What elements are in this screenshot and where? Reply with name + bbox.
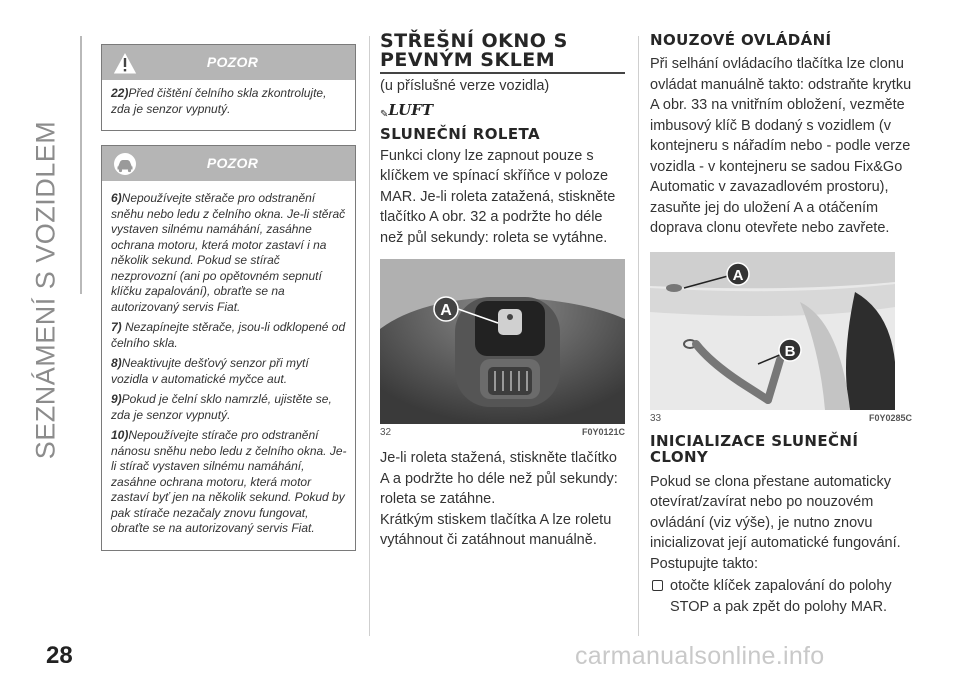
version-note: (u příslušné verze vozidla) — [380, 78, 550, 94]
warning-title: POZOR — [206, 155, 259, 171]
warning-item-number: 9) — [111, 392, 122, 406]
warning-item-text: Před čištění čelního skla zkontrolujte, zda je senzor vypnutý. — [111, 86, 327, 116]
warning-item-text: Nepoužívejte stírače pro odstranění nánosu sněhu nebo ledu z čelního okna. Je-li stírač vystaven silnému namáhání, zasáhne ochrana motoru, která motor zastaví byť jen na několik sekund. Pokud by pak stírače nezačaly znovu fungovat, obraťte se na autorizovaný servis Fiat. — [111, 428, 347, 535]
figure-code: F0Y0285C — [868, 412, 912, 423]
luft-logo — [380, 101, 625, 123]
warning-body — [102, 181, 355, 550]
label-a: A — [440, 302, 452, 319]
heading-rule — [380, 72, 625, 74]
bullet-item — [650, 576, 912, 617]
figure-number: 32 — [380, 427, 392, 438]
right-column — [650, 32, 912, 617]
paragraph: Při selhání ovládacího tlačítka lze clonu ovládat manuálně takto: odstraňte krytku A obr. 33 na vnitřním obložení, vezměte imbusový klíč B dodaný s vozidlem (v kontejneru s nářadím nebo - podle verze vozidla - v kontejneru se sadou Fix&Go Automatic v zavazadlovém prostoru), zasuňte jej do uložení A a otáčením doprava clonu otevřete nebo zavřete. — [650, 56, 912, 236]
emergency-control-illustration — [650, 252, 895, 410]
subsection-heading — [650, 433, 912, 465]
figure-caption — [650, 413, 912, 424]
label-a: A — [732, 266, 744, 284]
warning-item — [111, 428, 347, 537]
subsection-heading: SLUNEČNÍ ROLETA — [380, 124, 540, 143]
warning-item-text: Nepoužívejte stěrače pro odstranění sněhu nebo ledu z čelního okna. Je-li stěrač vystaven silnému namáhání, zasáhne ochrana motoru, která motor zastaví i na několik sekund. Pokud se stírač nezprovozní (ani po opětovném sepnutí klíčku zapalování), obraťte se na autorizovaný servis Fiat. — [111, 191, 346, 314]
sunroof-control-illustration — [380, 259, 625, 424]
warning-item-number: 7) — [111, 320, 122, 334]
column-divider — [638, 36, 639, 636]
page-number: 28 — [46, 642, 73, 669]
paragraph: Pokud se clona přestane automaticky otevírat/zavírat nebo po nouzovém ovládání (viz výše), je nutno znovu inicializovat její automatické fungování. Postupujte takto: — [650, 473, 901, 572]
warning-header — [102, 146, 355, 181]
paragraph: Funkci clony lze zapnout pouze s klíčkem ve spínací skříňce v poloze MAR. Je-li roleta zatažená, stiskněte tlačítko A obr. 32 a podržte ho déle než půl sekundy: roleta se vytáhne. — [380, 147, 616, 246]
warning-item-number: 8) — [111, 356, 122, 370]
side-divider — [80, 36, 82, 294]
heading-line: PEVNÝM SKLEM — [380, 49, 556, 71]
warning-item-text: Pokud je čelní sklo namrzlé, ujistěte se, zda je senzor vypnutý. — [111, 392, 332, 422]
label-b: B — [784, 342, 796, 360]
figure-number: 33 — [650, 412, 662, 424]
warning-header — [102, 45, 355, 80]
heading-line: CLONY — [650, 447, 709, 466]
warning-item — [111, 86, 347, 117]
luft-logo-text: LUFT — [388, 100, 434, 119]
figure-caption — [380, 427, 625, 438]
warning-title: POZOR — [206, 54, 259, 70]
luft-logo-icon: ✎ — [380, 108, 389, 120]
warning-item — [111, 320, 347, 351]
heading-line: INICIALIZACE SLUNEČNÍ — [650, 431, 859, 450]
warning-item-text: Neaktivujte dešťový senzor při mytí vozidla v automatické myčce aut. — [111, 356, 309, 386]
figure-32 — [380, 259, 625, 424]
paragraph: Krátkým stiskem tlačítka A lze roletu vytáhnout či zatáhnout manuálně. — [380, 511, 612, 548]
warning-item-number: 6) — [111, 191, 122, 205]
figure-code: F0Y0121C — [581, 427, 625, 437]
middle-column — [380, 32, 625, 551]
warning-box-1 — [101, 44, 356, 131]
warning-box-2 — [101, 145, 356, 551]
warning-item — [111, 356, 347, 387]
section-heading — [380, 32, 625, 70]
paragraph: Je-li roleta stažená, stiskněte tlačítko A a podržte ho déle než půl sekundy: roleta se zatáhne. — [380, 450, 618, 507]
warning-item-number: 22) — [111, 86, 129, 100]
warning-body — [102, 80, 355, 130]
subsection-heading: NOUZOVÉ OVLÁDÁNÍ — [650, 31, 832, 49]
warning-item — [111, 191, 347, 315]
bullet-text: otočte klíček zapalování do polohy STOP a pak zpět do polohy MAR. — [670, 578, 892, 615]
warning-item-number: 10) — [111, 428, 129, 442]
side-section-title — [30, 120, 66, 460]
watermark: carmanualsonline.info — [575, 642, 825, 670]
warning-item-text: Nezapínejte stěrače, jsou-li odklopené od čelního skla. — [111, 320, 346, 350]
side-title-text: SEZNÁMENÍ S VOZIDLEM — [30, 120, 61, 460]
column-divider — [369, 36, 370, 636]
heading-line: STŘEŠNÍ OKNO S — [380, 30, 568, 52]
checkbox-bullet-icon — [652, 580, 663, 591]
warning-item — [111, 392, 347, 423]
figure-33 — [650, 252, 895, 410]
